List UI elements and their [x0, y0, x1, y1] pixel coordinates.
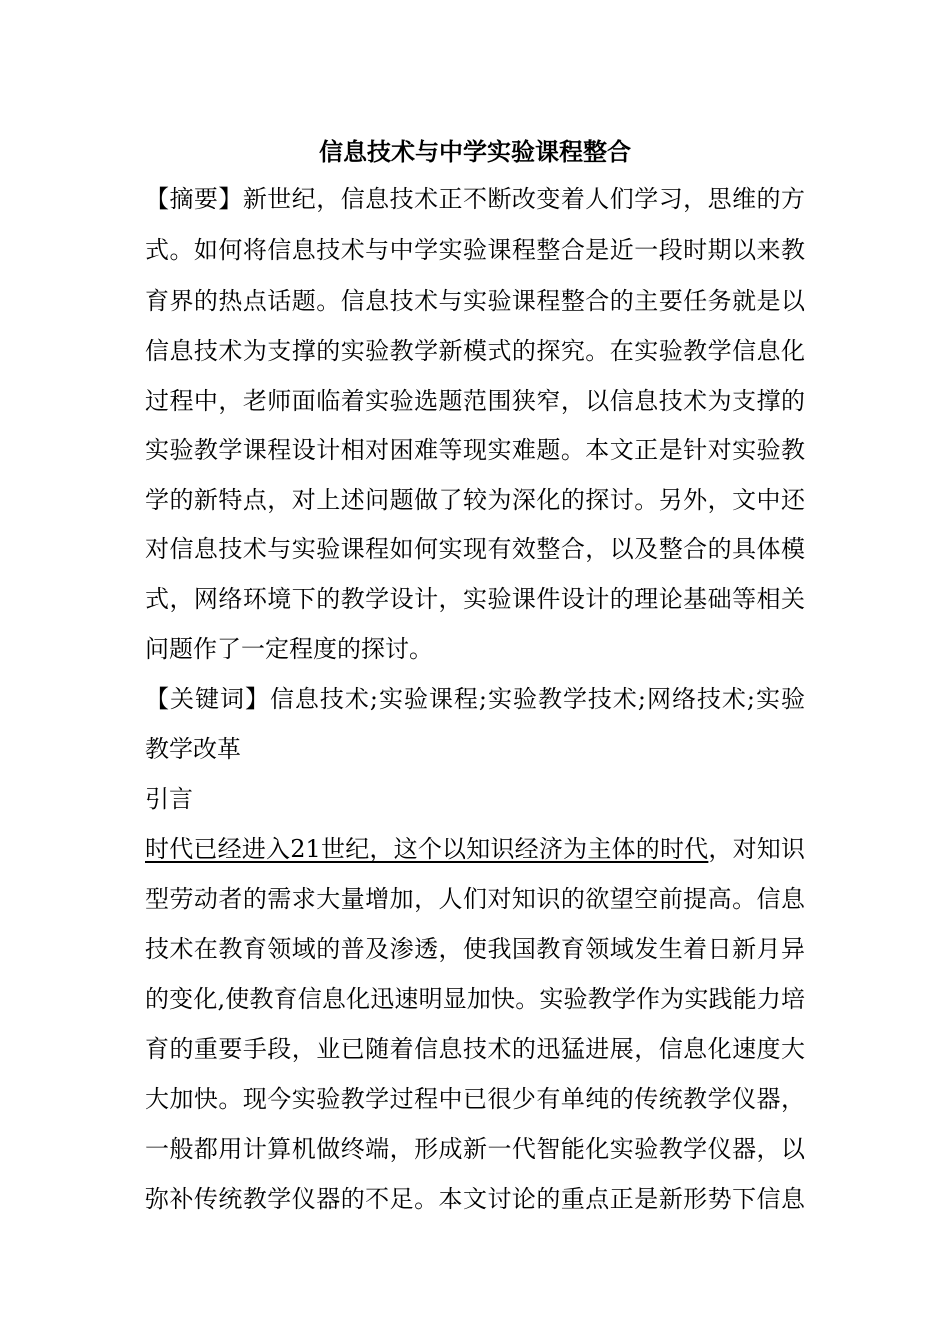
intro-line-1: [145, 833, 805, 865]
keywords-line-1: 【关键词】信息技术;实验课程;实验教学技术;网络技术;实验: [145, 685, 805, 713]
abstract-line-1: 【摘要】新世纪，信息技术正不断改变着人们学习，思维的方: [145, 185, 805, 213]
abstract-line-5: 过程中，老师面临着实验选题范围狭窄，以信息技术为支撑的: [145, 387, 805, 415]
abstract-line-4: 信息技术为支撑的实验教学新模式的探究。在实验教学信息化: [145, 337, 805, 365]
abstract-line-10: 问题作了一定程度的探讨。: [145, 635, 433, 663]
abstract-line-8: 对信息技术与实验课程如何实现有效整合，以及整合的具体模: [145, 535, 805, 563]
abstract-line-9: 式，网络环境下的教学设计，实验课件设计的理论基础等相关: [145, 585, 805, 613]
intro-underlined-phrase: 时代已经进入21世纪，这个以知识经济为主体的时代: [145, 835, 709, 863]
abstract-line-6: 实验教学课程设计相对困难等现实难题。本文正是针对实验教: [145, 436, 805, 464]
intro-line-7: 一般都用计算机做终端，形成新一代智能化实验教学仪器，以: [145, 1135, 805, 1163]
intro-line-3: 技术在教育领域的普及渗透，使我国教育领域发生着日新月异: [145, 935, 805, 963]
intro-line-8: 弥补传统教学仪器的不足。本文讨论的重点正是新形势下信息: [145, 1185, 805, 1213]
abstract-line-7: 学的新特点，对上述问题做了较为深化的探讨。另外，文中还: [145, 486, 805, 514]
abstract-line-2: 式。如何将信息技术与中学实验课程整合是近一段时期以来教: [145, 236, 805, 264]
intro-line-6: 大加快。现今实验教学过程中已很少有单纯的传统教学仪器，: [145, 1085, 805, 1113]
intro-line-1-rest: ，对知识: [708, 835, 806, 863]
intro-line-4: 的变化,使教育信息化迅速明显加快。实验教学作为实践能力培: [145, 985, 805, 1013]
section-heading: 引言: [145, 785, 193, 813]
document-title: 信息技术与中学实验课程整合: [319, 138, 631, 166]
intro-line-2: 型劳动者的需求大量增加，人们对知识的欲望空前提高。信息: [145, 885, 805, 913]
keywords-line-2: 教学改革: [145, 735, 241, 763]
intro-line-5: 育的重要手段，业已随着信息技术的迅猛进展，信息化速度大: [145, 1035, 805, 1063]
abstract-line-3: 育界的热点话题。信息技术与实验课程整合的主要任务就是以: [145, 287, 805, 315]
